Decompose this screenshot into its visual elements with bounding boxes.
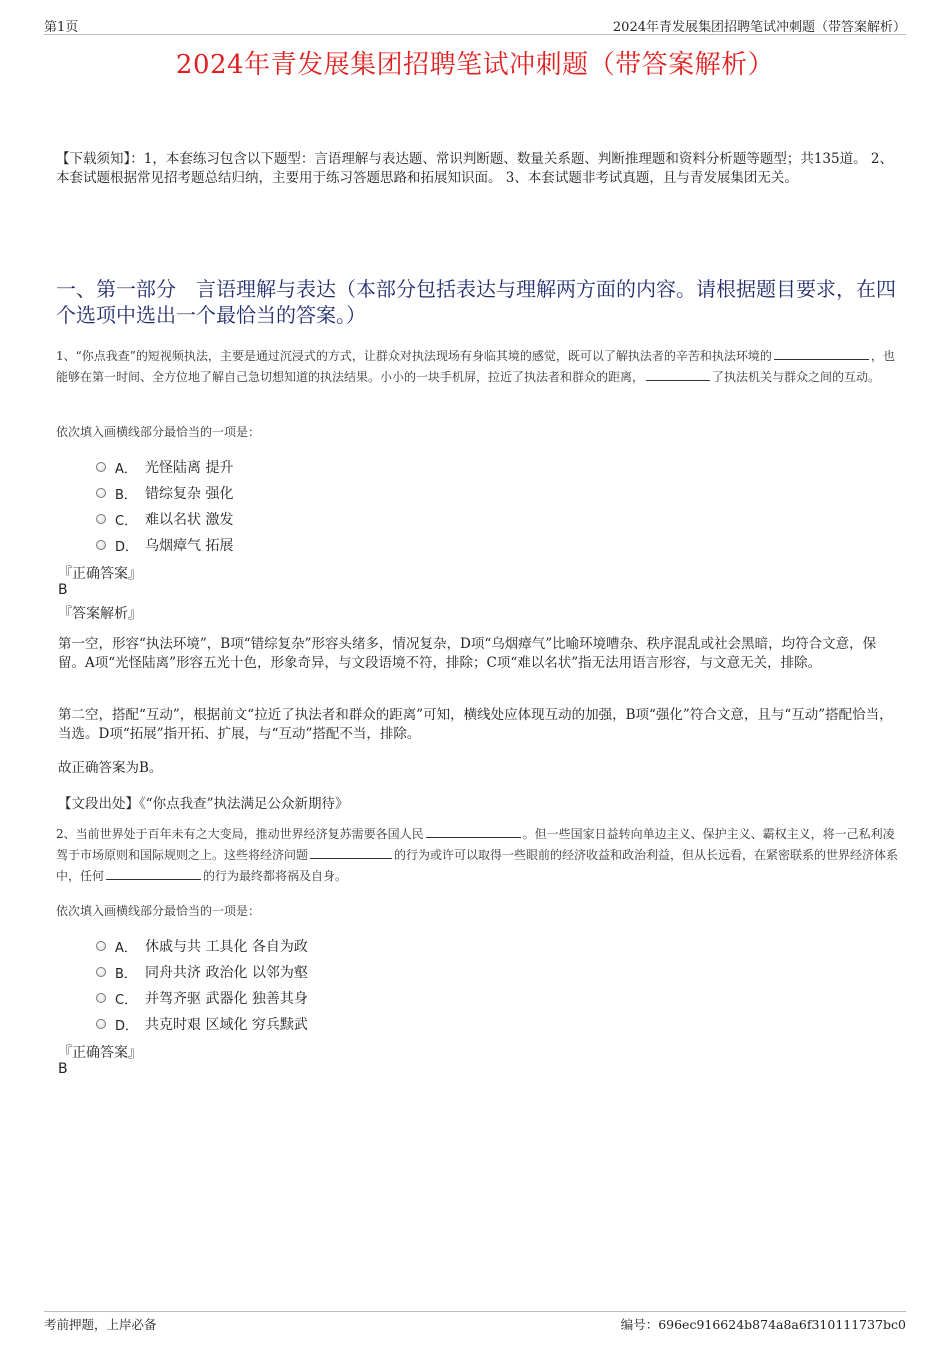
radio-button-icon[interactable] — [96, 462, 106, 472]
answer-blank — [774, 347, 869, 360]
radio-button-icon[interactable] — [96, 488, 106, 498]
option-letter: B． — [115, 487, 137, 503]
option-text: 乌烟瘴气 拓展 — [145, 538, 234, 554]
radio-button-icon[interactable] — [96, 941, 106, 951]
option-letter: A． — [115, 461, 137, 477]
option-letter: B． — [115, 966, 137, 982]
option-text: 共克时艰 区域化 穷兵黩武 — [145, 1017, 308, 1033]
download-notice: 【下载须知】：1，本套练习包含以下题型：言语理解与表达题、常识判断题、数量关系题、判断推理题和资料分析题等题型；共135道。 2、本套试题根据常见招考题总结归纳，主要用于练习答题思路和拓展知识面。 3、本套试题非考试真题，且与青发展集团无关。 — [56, 151, 893, 186]
footer-slogan: 考前押题，上岸必备 — [44, 1317, 157, 1332]
question-2-answer-label: 『正确答案』 — [58, 1045, 142, 1061]
question-1-source: 【文段出处】《“你点我查”执法满足公众新期待》 — [58, 796, 349, 812]
option-text: 错综复杂 强化 — [145, 486, 234, 502]
question-2-answer: B — [58, 1061, 68, 1077]
question-1-prompt: 依次填入画横线部分最恰当的一项是： — [56, 425, 261, 439]
question-1-text-part-b: ，也能够在第一时间、全方位地了解自己急切想知道的执法结果。小小的一块手机屏，拉近了执法者和群众的距离， — [56, 349, 895, 384]
answer-blank — [646, 368, 710, 381]
option-letter: D． — [115, 539, 139, 555]
question-1-answer: B — [58, 582, 68, 598]
radio-button-icon[interactable] — [96, 993, 106, 1003]
question-1-option-a[interactable] — [96, 457, 233, 477]
question-2-option-d[interactable] — [96, 1014, 308, 1034]
question-2-text-part-d: 的行为最终都将祸及自身。 — [203, 869, 348, 883]
question-2-text-part-b: 。但一些国家日益转向单边主义、保护主义、霸权主义，将一己私利凌驾于市场原则和国际规则之上。这些将经济问题 — [56, 827, 895, 862]
question-1-text — [56, 346, 901, 388]
radio-button-icon[interactable] — [96, 514, 106, 524]
question-2-text — [56, 824, 901, 887]
question-2-text-part-a: 2、当前世界处于百年未有之大变局，推动世界经济复苏需要各国人民 — [56, 827, 424, 841]
question-1-analysis-conclusion: 故正确答案为B。 — [58, 760, 163, 776]
answer-blank — [310, 846, 392, 859]
question-1-analysis-paragraph-1: 第一空，形容“执法环境”，B项“错综复杂”形容头绪多，情况复杂，D项“乌烟瘴气”比喻环境嘈杂、秩序混乱或社会黑暗，均符合文意，保留。A项“光怪陆离”形容五光十色，形象奇异，与文段语境不符，排除；C项“难以名状”指无法用语言形容，与文意无关，排除。 — [58, 636, 877, 671]
answer-blank — [106, 867, 201, 880]
question-1-text-part-c: 了执法机关与群众之间的互动。 — [712, 370, 881, 384]
option-letter: C． — [115, 513, 138, 529]
option-text: 光怪陆离 提升 — [145, 460, 234, 476]
option-text: 休戚与共 工具化 各自为政 — [145, 939, 308, 955]
page-number: 第1页 — [44, 20, 79, 35]
radio-button-icon[interactable] — [96, 1019, 106, 1029]
footer-divider — [44, 1311, 906, 1312]
option-text: 同舟共济 政治化 以邻为壑 — [145, 965, 308, 981]
question-1-option-c[interactable] — [96, 509, 233, 529]
option-letter: D． — [115, 1018, 139, 1034]
question-1-text-part-a: 1、“你点我查”的短视频执法，主要是通过沉浸式的方式，让群众对执法现场有身临其境的感觉，既可以了解执法者的辛苦和执法环境的 — [56, 349, 772, 363]
option-letter: A． — [115, 940, 137, 956]
question-2-option-b[interactable] — [96, 962, 308, 982]
answer-blank — [426, 825, 521, 838]
question-1-analysis-label: 『答案解析』 — [58, 606, 142, 622]
option-text: 并驾齐驱 武器化 独善其身 — [145, 991, 308, 1007]
question-2-option-c[interactable] — [96, 988, 308, 1008]
section-heading: 一、第一部分 言语理解与表达（本部分包括表达与理解两方面的内容。请根据题目要求，在四个选项中选出一个最恰当的答案。） — [56, 277, 896, 327]
option-letter: C． — [115, 992, 138, 1008]
question-1-option-d[interactable] — [96, 535, 233, 555]
question-1-option-b[interactable] — [96, 483, 233, 503]
question-2-option-a[interactable] — [96, 936, 308, 956]
header-divider — [44, 34, 906, 35]
footer-document-id: 编号：696ec916624b874a8a6f310111737bc0 — [620, 1317, 906, 1332]
question-2-text-part-c: 的行为或许可以取得一些眼前的经济收益和政治利益，但从长远看，在紧密联系的世界经济体系中，任何 — [56, 848, 899, 883]
question-1-analysis-paragraph-2: 第二空，搭配“互动”，根据前文“拉近了执法者和群众的距离”可知，横线处应体现互动的加强，B项“强化”符合文意，且与“互动”搭配恰当，当选。D项“拓展”指开拓、扩展，与“互动”搭配不当，排除。 — [58, 707, 893, 742]
document-title: 2024年青发展集团招聘笔试冲刺题（带答案解析） — [175, 50, 775, 80]
radio-button-icon[interactable] — [96, 967, 106, 977]
question-2-prompt: 依次填入画横线部分最恰当的一项是： — [56, 904, 261, 918]
header-doc-title: 2024年青发展集团招聘笔试冲刺题（带答案解析） — [612, 20, 906, 35]
question-1-answer-label: 『正确答案』 — [58, 566, 142, 582]
radio-button-icon[interactable] — [96, 540, 106, 550]
option-text: 难以名状 激发 — [145, 512, 234, 528]
